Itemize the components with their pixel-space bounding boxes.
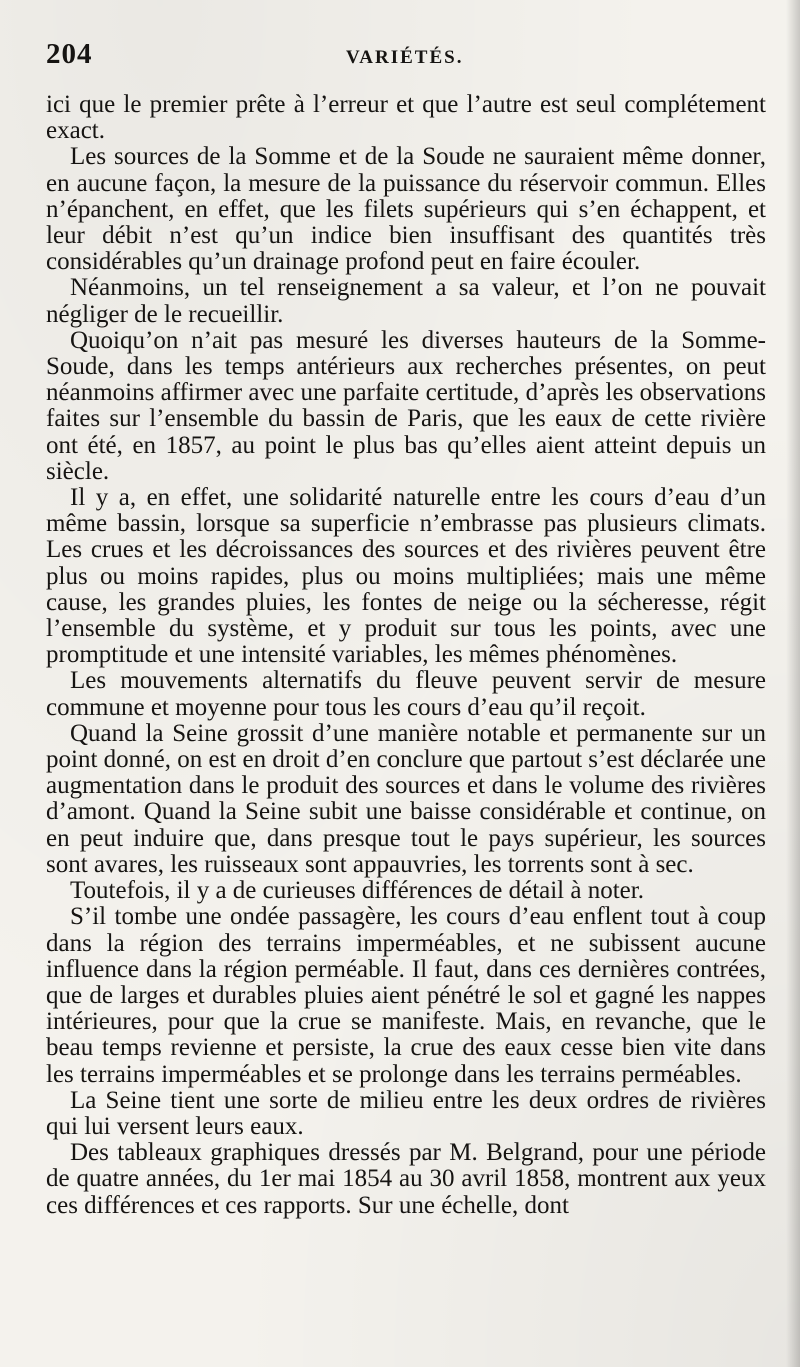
paragraph: Quoiqu’on n’ait pas mesuré les diverses hauteurs de la Somme-Soude, dans les temps antérieurs aux recherches présentes, on peut néanmoins affirmer avec une parfaite certitude, d’après les observations faites sur l’ensemble du bassin de Paris, que les eaux de cette rivière ont été, en 1857, au point le plus bas qu’elles aient atteint depuis un siècle. (46, 326, 766, 485)
paragraph: S’il tombe une ondée passagère, les cours d’eau enflent tout à coup dans la région des terrains imperméables, et ne subissent aucune influence dans la région perméable. Il faut, dans ces dernières contrées, que de larges et durables pluies aient pénétré le sol et gagné les nappes intérieures, pour que la crue se manifeste. Mais, en revanche, que le beau temps revienne et persiste, la crue des eaux cesse bien vite dans les terrains imperméables et se prolonge dans les terrains perméables. (46, 903, 766, 1088)
paragraph: Quand la Seine grossit d’une manière notable et permanente sur un point donné, on est en droit d’en conclure que partout s’est déclarée une augmentation dans le produit des sources et dans le volume des rivières d’amont. Quand la Seine subit une baisse considérable et continue, on en peut induire que, dans presque tout le pays supérieur, les sources sont avares, les ruisseaux sont appauvries, les torrents sont à sec. (46, 719, 766, 878)
running-title: VARIÉTÉS. (346, 47, 464, 68)
paragraph: Des tableaux graphiques dressés par M. Belgrand, pour une période de quatre années, du 1er mai 1854 au 30 avril 1858, montrent aux yeux ces différences et ces rapports. Sur une échelle, dont (46, 1139, 766, 1219)
body-text (46, 92, 766, 1219)
paragraph: Les mouvements alternatifs du fleuve peuvent servir de mesure commune et moyenne pour tous les cours d’eau qu’il reçoit. (46, 667, 766, 721)
page-number: 204 (46, 38, 93, 70)
paragraph-continuation: ici que le premier prête à l’erreur et que l’autre est seul complétement exact. (46, 91, 766, 145)
paragraph: Les sources de la Somme et de la Soude ne sauraient même donner, en aucune façon, la mesure de la puissance du réservoir commun. Elles n’épanchent, en effet, que les filets supérieurs qui s’en échappent, et leur débit n’est qu’un indice bien insuffisant des quantités très considérables qu’un drainage profond peut en faire écouler. (46, 143, 766, 276)
paragraph: Toutefois, il y a de curieuses différences de détail à noter. (70, 877, 644, 905)
paragraph: La Seine tient une sorte de milieu entre les deux ordres de rivières qui lui versent leurs eaux. (46, 1086, 766, 1140)
paragraph: Il y a, en effet, une solidarité naturelle entre les cours d’eau d’un même bassin, lorsque sa superficie n’embrasse pas plusieurs climats. Les crues et les décroissances des sources et des rivières peuvent être plus ou moins rapides, plus ou moins multipliées; mais une même cause, les grandes pluies, les fontes de neige ou la sécheresse, régit l’ensemble du système, et y produit sur tous les points, avec une promptitude et une intensité variables, les mêmes phénomènes. (46, 484, 766, 669)
paragraph: Néanmoins, un tel renseignement a sa valeur, et l’on ne pouvait négliger de le recueillir. (46, 274, 766, 328)
running-head (46, 38, 766, 86)
